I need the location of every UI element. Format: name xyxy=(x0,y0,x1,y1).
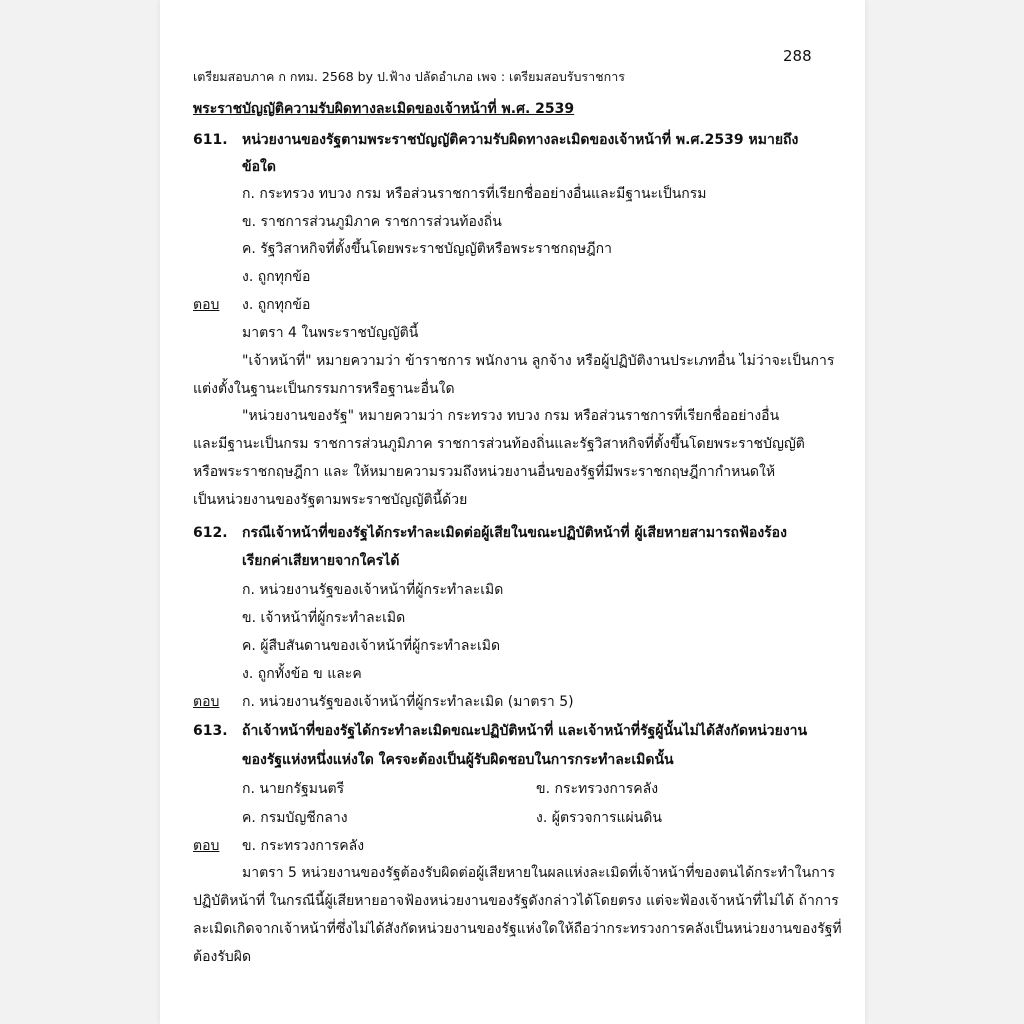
question-number: 612. xyxy=(193,525,228,541)
option-d: ง. ถูกทุกข้อ xyxy=(242,269,311,285)
explanation-line: มาตรา 4 ในพระราชบัญญัตินี้ xyxy=(242,325,419,341)
answer-label: ตอบ xyxy=(193,297,220,313)
question-text: หน่วยงานของรัฐตามพระราชบัญญัติความรับผิดทางละเมิดของเจ้าหน้าที่ พ.ศ.2539 หมายถึง xyxy=(242,132,799,148)
explanation-line: มาตรา 5 หน่วยงานของรัฐต้องรับผิดต่อผู้เสียหายในผลแห่งละเมิดที่เจ้าหน้าที่ของตนได้กระทำในการ xyxy=(242,865,836,881)
explanation-line: หรือพระราชกฤษฎีกา และ ให้หมายความรวมถึงหน่วยงานอื่นของรัฐที่มีพระราชกฤษฎีกากำหนดให้ xyxy=(193,464,776,480)
explanation-line: ต้องรับผิด xyxy=(193,949,252,965)
explanation-line: ละเมิดเกิดจากเจ้าหน้าที่ซึ่งไม่ได้สังกัดหน่วยงานของรัฐแห่งใดให้ถือว่ากระทรวงการคลังเป็นหน่วยงานของรัฐที่ xyxy=(193,921,842,937)
option-a: ก. หน่วยงานรัฐของเจ้าหน้าที่ผู้กระทำละเมิด xyxy=(242,582,504,598)
question-text: เรียกค่าเสียหายจากใครได้ xyxy=(242,553,400,569)
explanation-line: "เจ้าหน้าที่" หมายความว่า ข้าราชการ พนักงาน ลูกจ้าง หรือผู้ปฏิบัติงานประเภทอื่น ไม่ว่าจะเป็นการ xyxy=(242,353,835,369)
question-text: ข้อใด xyxy=(242,159,276,175)
answer-text: ข. กระทรวงการคลัง xyxy=(242,838,365,854)
explanation-line: แต่งตั้งในฐานะเป็นกรรมการหรือฐานะอื่นใด xyxy=(193,381,455,397)
document-page xyxy=(160,0,865,1024)
option-d: ง. ผู้ตรวจการแผ่นดิน xyxy=(536,810,662,826)
option-b: ข. กระทรวงการคลัง xyxy=(536,781,659,797)
option-a: ก. กระทรวง ทบวง กรม หรือส่วนราชการที่เรียกชื่ออย่างอื่นและมีฐานะเป็นกรม xyxy=(242,186,707,202)
answer-text: ก. หน่วยงานรัฐของเจ้าหน้าที่ผู้กระทำละเมิด (มาตรา 5) xyxy=(242,694,574,710)
question-text: กรณีเจ้าหน้าที่ของรัฐได้กระทำละเมิดต่อผู้เสียในขณะปฏิบัติหน้าที่ ผู้เสียหายสามารถฟ้องร้อง xyxy=(242,525,787,541)
explanation-line: ปฏิบัติหน้าที่ ในกรณีนี้ผู้เสียหายอาจฟ้องหน่วยงานของรัฐดังกล่าวได้โดยตรง แต่จะฟ้องเจ้าหน้าที่ไม่ได้ ถ้าการ xyxy=(193,893,839,909)
explanation-line: และมีฐานะเป็นกรม ราชการส่วนภูมิภาค ราชการส่วนท้องถิ่นและรัฐวิสาหกิจที่ตั้งขึ้นโดยพระราชบัญญัติ xyxy=(193,436,805,452)
option-d: ง. ถูกทั้งข้อ ข และค xyxy=(242,666,362,682)
option-b: ข. เจ้าหน้าที่ผู้กระทำละเมิด xyxy=(242,610,406,626)
running-header: เตรียมสอบภาค ก กทม. 2568 by ป.ฟ้าง ปลัดอำเภอ เพจ : เตรียมสอบรับราชการ xyxy=(193,69,625,84)
answer-text: ง. ถูกทุกข้อ xyxy=(242,297,311,313)
answer-label: ตอบ xyxy=(193,838,220,854)
option-c: ค. รัฐวิสาหกิจที่ตั้งขึ้นโดยพระราชบัญญัติหรือพระราชกฤษฎีกา xyxy=(242,241,613,257)
question-number: 613. xyxy=(193,723,228,739)
question-text: ของรัฐแห่งหนึ่งแห่งใด ใครจะต้องเป็นผู้รับผิดชอบในการกระทำละเมิดนั้น xyxy=(242,752,674,768)
page-number: 288 xyxy=(783,47,812,65)
question-number: 611. xyxy=(193,132,228,148)
option-c: ค. กรมบัญชีกลาง xyxy=(242,810,348,826)
question-text: ถ้าเจ้าหน้าที่ของรัฐได้กระทำละเมิดขณะปฏิบัติหน้าที่ และเจ้าหน้าที่รัฐผู้นั้นไม่ได้สังกัดหน่วยงาน xyxy=(242,723,808,739)
explanation-line: "หน่วยงานของรัฐ" หมายความว่า กระทรวง ทบวง กรม หรือส่วนราชการที่เรียกชื่ออย่างอื่น xyxy=(242,408,780,424)
explanation-line: เป็นหน่วยงานของรัฐตามพระราชบัญญัตินี้ด้วย xyxy=(193,492,468,508)
option-c: ค. ผู้สืบสันดานของเจ้าหน้าที่ผู้กระทำละเมิด xyxy=(242,638,501,654)
option-a: ก. นายกรัฐมนตรี xyxy=(242,781,345,797)
section-title: พระราชบัญญัติความรับผิดทางละเมิดของเจ้าหน้าที่ พ.ศ. 2539 xyxy=(193,101,575,117)
option-b: ข. ราชการส่วนภูมิภาค ราชการส่วนท้องถิ่น xyxy=(242,214,502,230)
answer-label: ตอบ xyxy=(193,694,220,710)
